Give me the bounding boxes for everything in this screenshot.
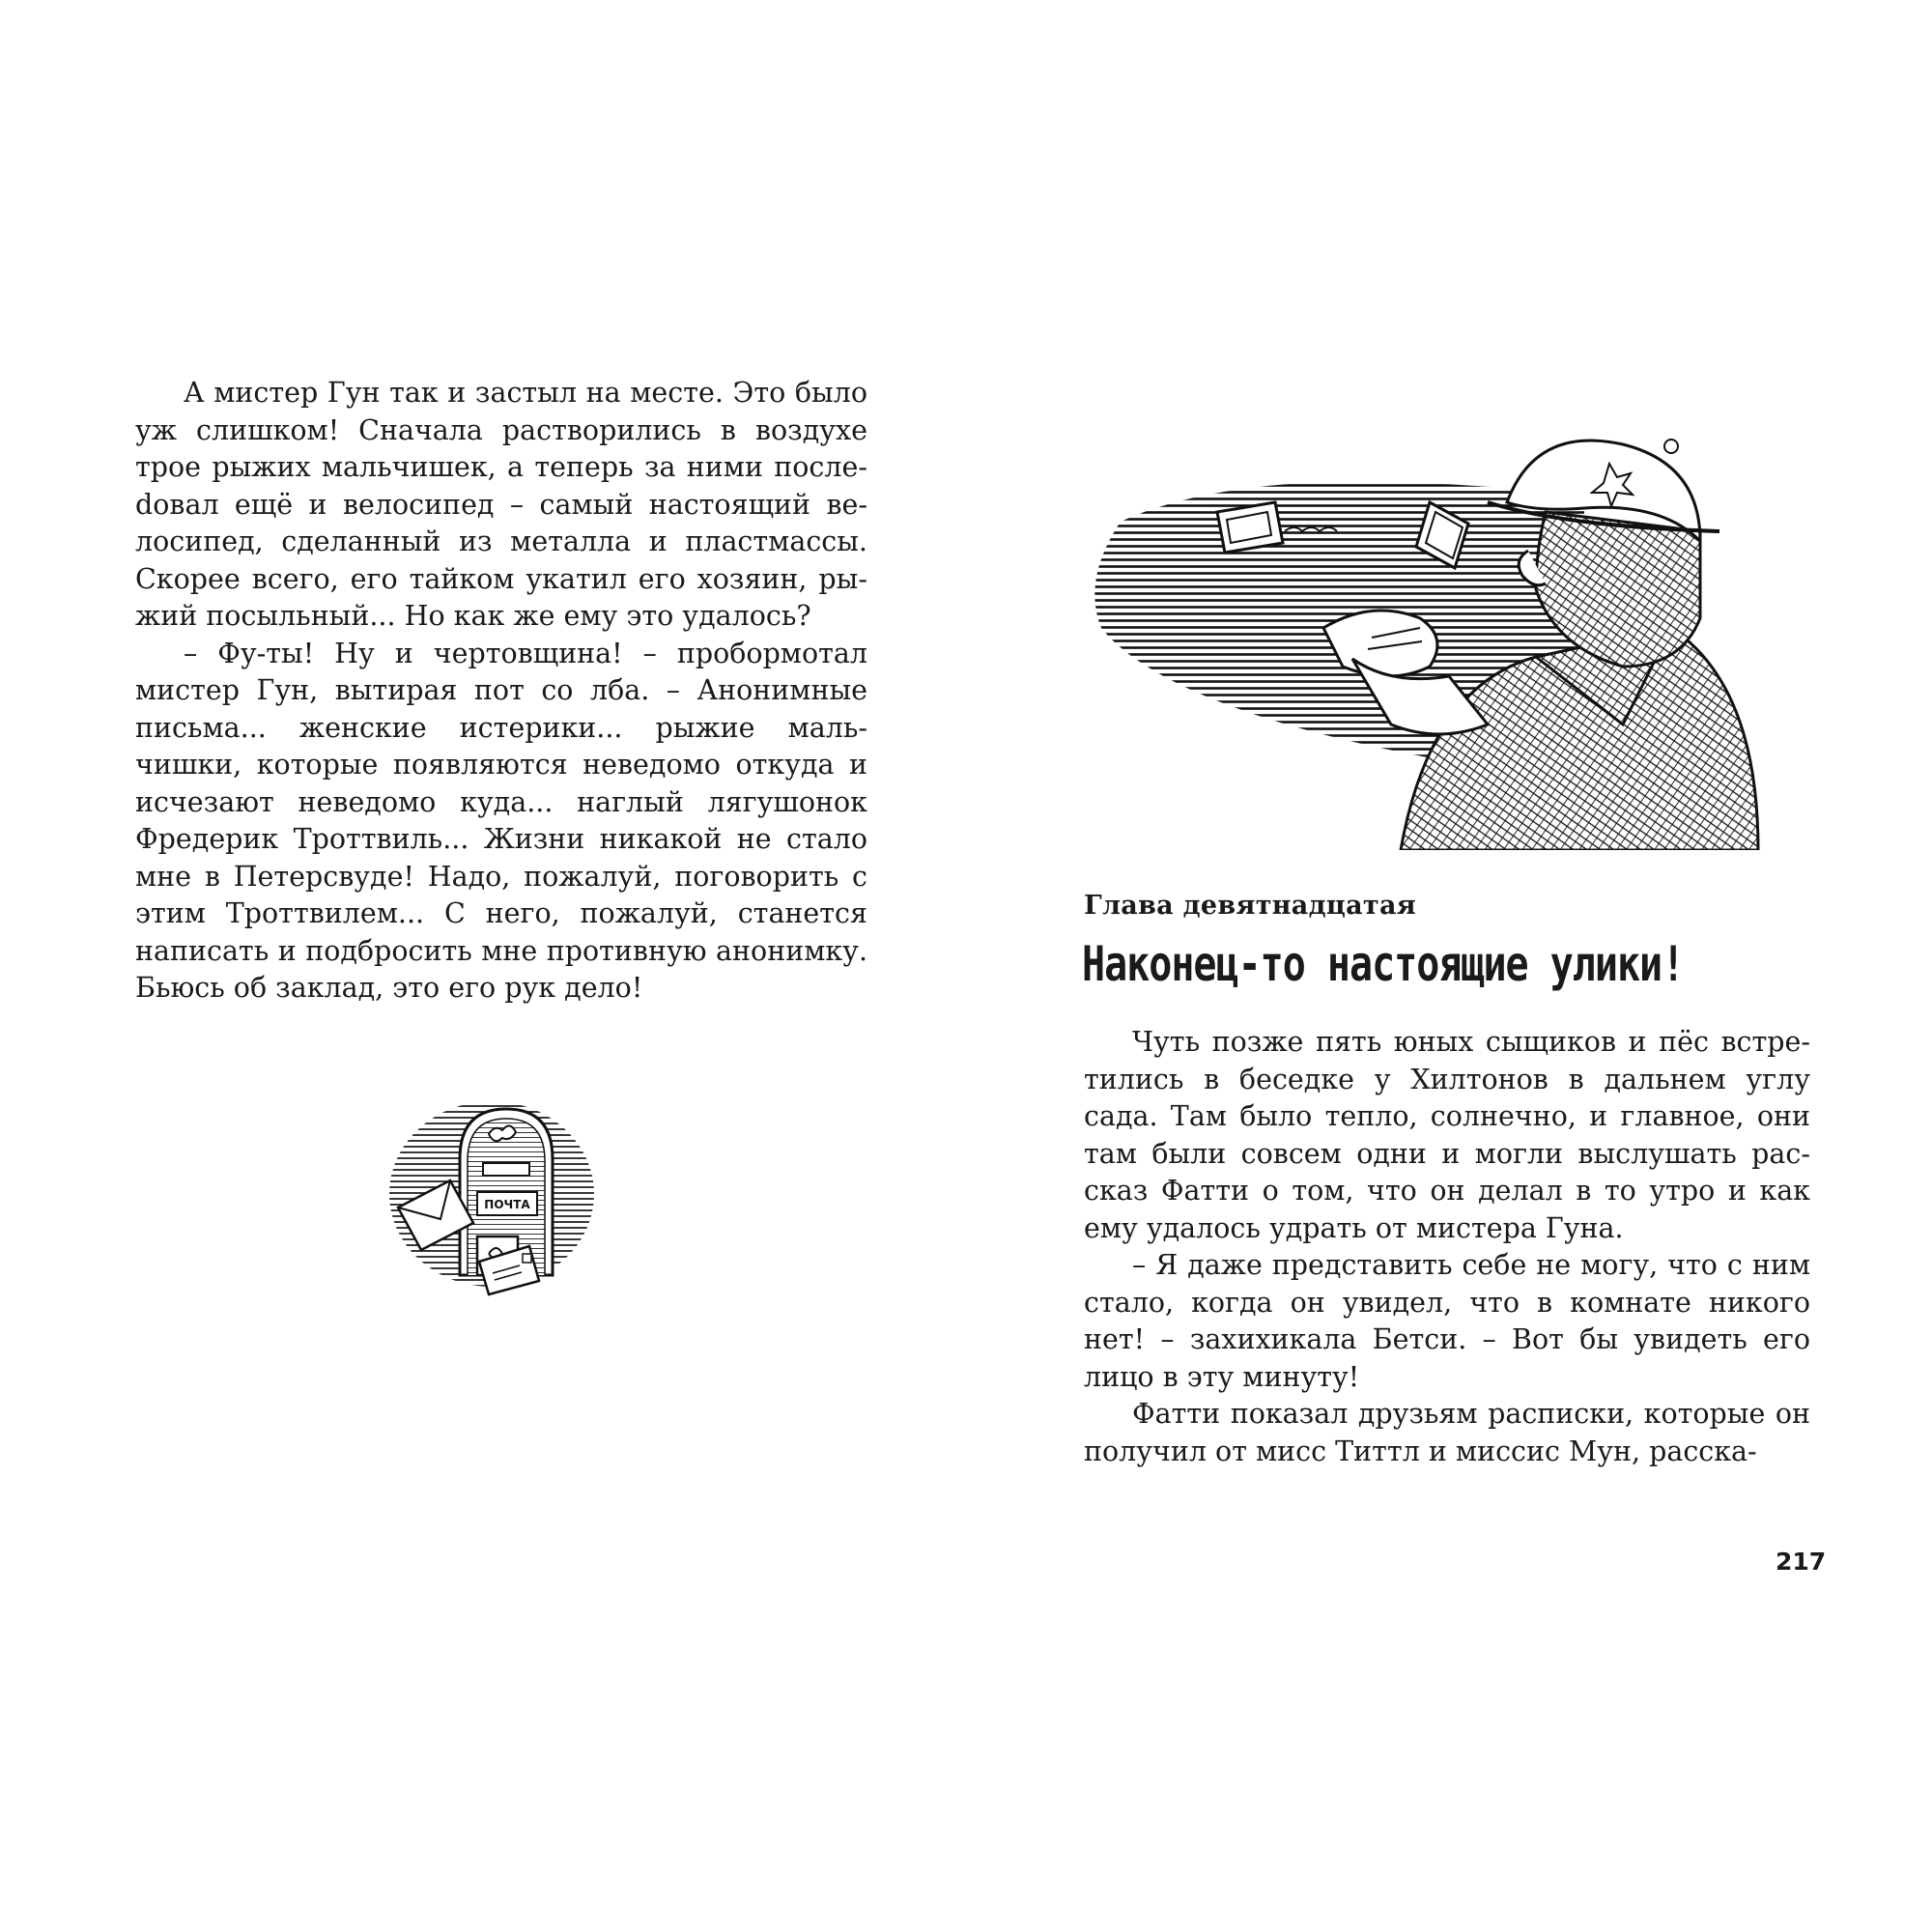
postbox-illustration-icon	[384, 1092, 599, 1296]
chapter-title: Наконец-то настоящие улики!	[1082, 937, 1685, 993]
chapter-label: Глава девятнадцатая	[1084, 891, 1417, 921]
policeman-catching-matchbox-illustration-icon	[1082, 435, 1777, 850]
paragraph: А мистер Гун так и застыл на месте. Это было уж слишком! Сначала растворились в воздухе трое рыжих мальчишек, а теперь за ними послеdовал ещё и велосипед – самый настоящий велосипед, сделанный из металла и пластмассы. Скорее всего, его тайком укатил его хозяин, рыжий посыльный... Но как же ему это удалось?	[135, 377, 867, 632]
paragraph: – Фу-ты! Ну и чертовщина! – пробормотал мистер Гун, вытирая пот со лба. – Анонимные письма... женские истерики... рыжие мальчишки, которые появляются неведомо откуда и исчезают неведомо куда... наглый лягушонок Фредерик Троттвиль... Жизни никакой не стало мне в Петерсвуде! Надо, пожалуй, поговорить с этим Троттвилем... С него, пожалуй, станется написать и подбросить мне противную анонимку. Бьюсь об заклад, это его рук дело!	[135, 637, 867, 1004]
paragraph: Чуть позже пять юных сыщиков и пёс встретились в беседке у Хилтонов в дальнем углу сада. Там было тепло, солнечно, и главное, они там были совсем одни и могли выслушать рассказ Фатти о том, что он делал в то утро и как ему удалось удрать от мистера Гуна.	[1084, 1026, 1810, 1244]
left-text-column	[135, 375, 867, 1008]
right-text-column	[1084, 1024, 1810, 1470]
page-number: 217	[1776, 1548, 1827, 1576]
paragraph: Фатти показал друзьям расписки, которые он получил от мисс Титтл и миссис Мун, расска-	[1084, 1398, 1810, 1467]
paragraph: – Я даже представить себе не могу, что с ним стало, когда он увидел, что в комнате никого нет! – захихикала Бетси. – Вот бы увидеть его лицо в эту минуту!	[1084, 1249, 1810, 1393]
postbox-sign-text: ПОЧТА	[484, 1198, 530, 1211]
right-page	[966, 0, 1932, 1932]
